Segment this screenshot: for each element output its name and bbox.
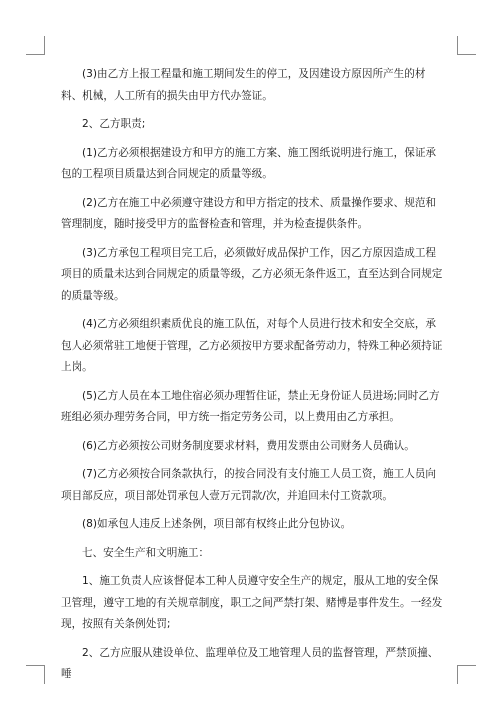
- section-heading: 七、安全生产和文明施工：: [82, 546, 210, 559]
- paragraph: 1、施工负责人应该督促本工种人员遵守安全生产的规定，服从工地的安全保卫管理，遵守工地的有关规章制度，职工之间严禁打架、赌博是事件发生。一经发现，按照有关条例处罚;: [61, 575, 443, 630]
- paragraph: (6)乙方必须按公司财务制度要求材料，费用发票由公司财务人员确认。: [82, 439, 415, 452]
- paragraph: (7)乙方必须按合同条款执行，的按合同没有支付施工人员工资，施工人员向项目部反应，项目部处罚承包人壹万元罚款/次，并追回未付工资款项。: [61, 468, 437, 502]
- paragraph: 2、乙方应服从建设单位、监理单位及工地管理人员的监督管理，严禁顶撞、唾: [61, 646, 439, 680]
- crop-mark-top-left: [26, 36, 45, 55]
- crop-mark-bottom-left: [26, 665, 45, 684]
- paragraph: (4)乙方必须组织素质优良的施工队伍，对每个人员进行技术和安全交底，承包人必须常驻工地便于管理，乙方必须按甲方要求配备劳动力，特殊工种必须持证上岗。: [61, 318, 443, 373]
- paragraph: (8)如承包人违反上述条例，项目部有权终止此分包协议。: [82, 518, 352, 530]
- paragraph: (2)乙方在施工中必须遵守建设方和甲方指定的技术、质量操作要求、规范和管理制度，随时接受甲方的监督检查和管理，并为检查提供条件。: [61, 196, 437, 230]
- paragraph: (5)乙方人员在本工地住宿必须办理暂住证，禁止无身份证人员进场;同时乙方班组必须办理劳务合同，甲方统一指定劳务公司，以上费用由乙方承担。: [61, 389, 440, 423]
- crop-mark-bottom-right: [457, 665, 476, 684]
- section-heading: 2、乙方职责;: [82, 118, 146, 130]
- document-body: [61, 64, 444, 693]
- paragraph: (1)乙方必须根据建设方和甲方的施工方案、施工图纸说明进行施工，保证承包的工程项目质量达到合同规定的质量等级。: [61, 146, 437, 180]
- paragraph: (3)由乙方上报工程量和施工期间发生的停工，及因建设方原因所产生的材料、机械，人工所有的损失由甲方代办签证。: [61, 68, 426, 102]
- paragraph: (3)乙方承包工程项目完工后，必须做好成品保护工作，因乙方原因造成工程项目的质量未达到合同规定的质量等级，乙方必须无条件返工，直至达到合同规定的质量等级。: [61, 246, 443, 302]
- crop-mark-top-right: [457, 36, 476, 55]
